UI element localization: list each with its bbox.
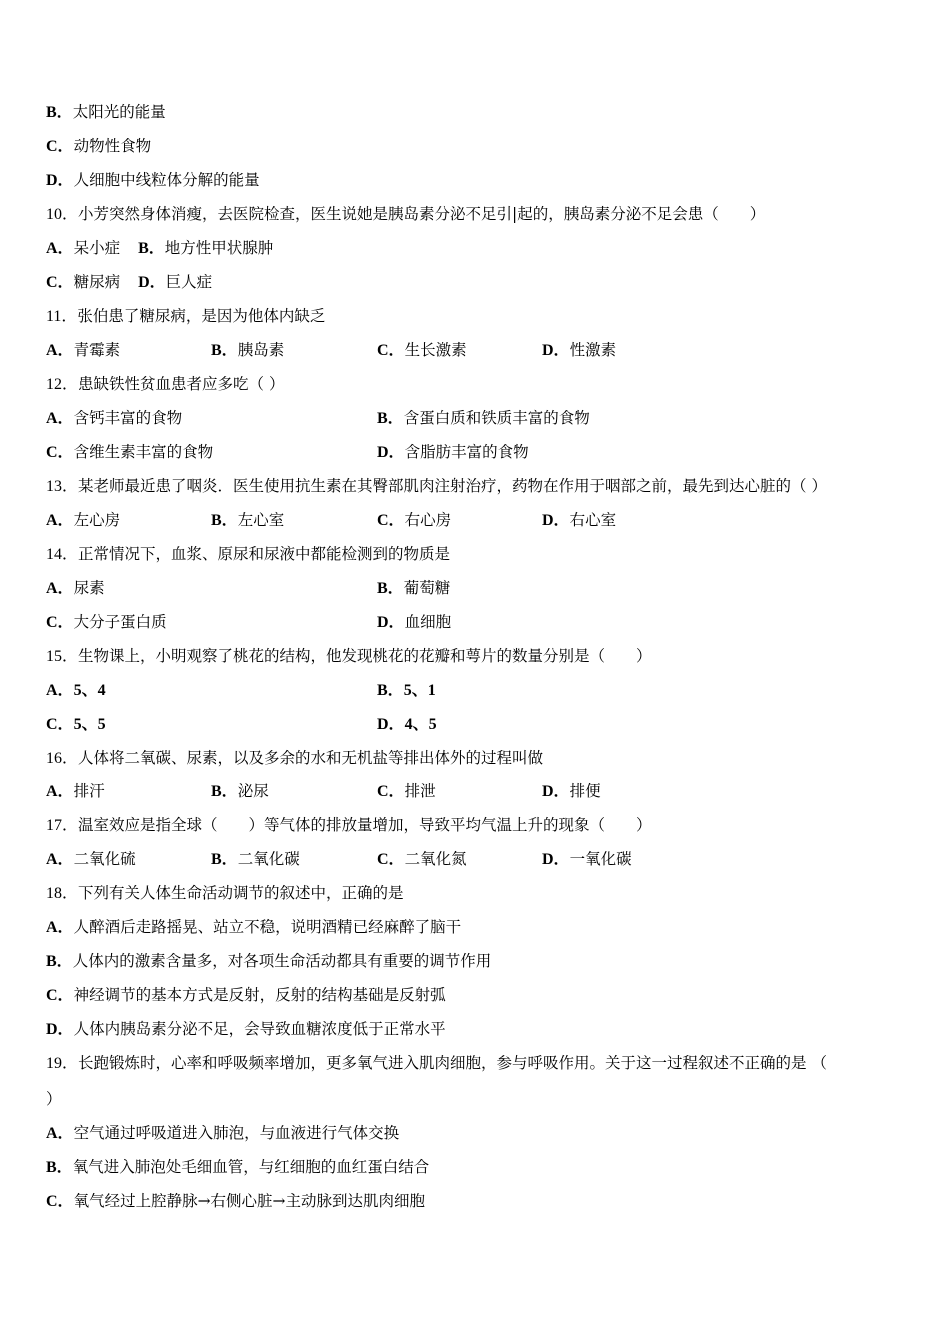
option-label: C． [377,342,405,359]
option-row [46,847,906,871]
option-text: 地方性甲状腺肿 [164,239,274,257]
question-stem [46,304,325,328]
question-number: 14． [46,546,79,563]
question-text: 小芳突然身体消瘦，去医院检查，医生说她是胰岛素分泌不足引|起的，胰岛素分泌不足会患（ ） [78,205,766,223]
question-text: 人体将二氧碳、尿素，以及多余的水和无机盐等排出体外的过程叫做 [78,749,544,767]
option-label: C． [46,1193,74,1210]
option-label: A． [46,342,74,359]
option-row [46,949,491,973]
option-label: C． [46,274,74,291]
option-text: 动物性食物 [73,137,152,155]
option-row [46,779,906,803]
question-number: 19． [46,1055,79,1072]
option-text: 右心室 [569,511,617,529]
question-stem [46,1051,827,1075]
option-text: 5、4 [73,682,106,699]
option-label: D． [542,342,570,359]
option-text: 人细胞中线粒体分解的能量 [73,171,260,189]
option-row [46,440,906,464]
option-text: 氧气经过上腔静脉→右侧心脏→主动脉到达肌肉细胞 [73,1192,426,1210]
option-label: B． [211,512,238,529]
option-text: 性激素 [569,341,617,359]
option-label: B． [377,580,404,597]
option-label: C． [46,716,74,733]
option-text: 人体内胰岛素分泌不足，会导致血糖浓度低于正常水平 [73,1020,446,1038]
question-text: 生物课上，小明观察了桃花的结构，他发现桃花的花瓣和萼片的数量分别是（ ） [78,647,652,665]
question-number: 18． [46,885,79,902]
question-number: 10． [46,206,79,223]
option-row [46,610,906,634]
question-text: 某老师最近患了咽炎．医生使用抗生素在其臀部肌肉注射治疗，药物在作用于咽部之前，最先到达心脏的（ ） [78,477,827,495]
option-text: 左心房 [73,511,121,529]
question-stem-continued [46,1087,62,1111]
option-text: 二氧化氮 [404,850,467,868]
option-text: 氧气进入肺泡处毛细血管，与红细胞的血红蛋白结合 [72,1158,430,1176]
question-text: 正常情况下，血浆、原尿和尿液中都能检测到的物质是 [78,545,451,563]
question-text: 温室效应是指全球（ ）等气体的排放量增加，导致平均气温上升的现象（ ） [78,816,652,834]
option-text: 含脂肪丰富的食物 [404,443,529,461]
option-row [46,1189,425,1213]
question-text: 下列有关人体生命活动调节的叙述中，正确的是 [78,884,404,902]
option-row [46,236,273,260]
question-number: 15． [46,648,79,665]
option-text: 巨人症 [165,273,213,291]
option-row [46,915,461,939]
option-text: 二氧化碳 [237,850,300,868]
option-row [46,712,906,736]
option-text: 排便 [569,782,601,800]
option-text: 胰岛素 [237,341,285,359]
question-text: 长跑锻炼时，心率和呼吸频率增加，更多氧气进入肌肉细胞，参与呼吸作用。关于这一过程叙述不正确的是 （ [78,1054,827,1072]
option-label: C． [377,512,405,529]
option-text: 人醉酒后走路摇晃、站立不稳，说明酒精已经麻醉了脑干 [73,918,462,936]
option-label: A． [46,1125,74,1142]
option-text: 4、5 [404,716,437,733]
option-text: 糖尿病 [73,273,121,291]
option-row [46,100,166,124]
option-row [46,338,906,362]
option-text: 人体内的激素含量多，对各项生命活动都具有重要的调节作用 [72,952,492,970]
option-row [46,678,906,702]
question-number: 17． [46,817,79,834]
option-text: 右心房 [404,511,452,529]
option-text: 空气通过呼吸道进入肺泡，与血液进行气体交换 [73,1124,400,1142]
option-label: A． [46,682,74,699]
option-label: D． [542,783,570,800]
question-stem [46,474,827,498]
option-text: 泌尿 [237,782,269,800]
option-text: 神经调节的基本方式是反射，反射的结构基础是反射弧 [73,986,446,1004]
option-text: 太阳光的能量 [72,103,166,121]
option-label: B． [46,104,73,121]
option-label: D． [542,851,570,868]
option-label: D． [377,716,405,733]
option-text: 排泄 [404,782,436,800]
option-label: A． [46,240,74,257]
question-number: 11． [46,308,78,325]
option-text: 血细胞 [404,613,452,631]
question-stem [46,372,284,396]
option-label: C． [377,851,405,868]
option-label: D． [542,512,570,529]
option-text: 生长激素 [404,341,467,359]
option-text: 呆小症 [73,239,121,257]
option-row [46,406,906,430]
option-label: B． [211,851,238,868]
option-row [46,134,151,158]
question-stem [46,746,543,770]
option-label: B． [211,342,238,359]
option-label: B． [46,1159,73,1176]
option-label: D． [46,1021,74,1038]
option-text: 二氧化硫 [73,850,136,868]
option-text: 5、1 [403,682,436,699]
option-label: B． [211,783,238,800]
option-text: 葡萄糖 [403,579,451,597]
option-label: A． [46,851,74,868]
option-text: 排汗 [73,782,105,800]
question-stem [46,202,765,226]
option-label: C． [46,987,74,1004]
option-label: C． [46,614,74,631]
question-text: ） [46,1090,62,1108]
option-row [46,270,212,294]
option-label: B． [377,682,404,699]
question-number: 16． [46,750,79,767]
option-row [46,508,906,532]
option-label: A． [46,783,74,800]
question-number: 12． [46,376,79,393]
option-label: B． [138,240,165,257]
option-label: B． [46,953,73,970]
option-row [46,168,260,192]
option-row [46,983,446,1007]
option-label: A． [46,919,74,936]
option-label: D． [377,614,405,631]
question-stem [46,813,652,837]
option-text: 含蛋白质和铁质丰富的食物 [403,409,590,427]
option-label: B． [377,410,404,427]
option-text: 尿素 [73,579,105,597]
option-label: C． [46,138,74,155]
option-label: D． [138,274,166,291]
option-label: C． [377,783,405,800]
option-text: 含维生素丰富的食物 [73,443,214,461]
option-row [46,1155,429,1179]
option-text: 青霉素 [73,341,121,359]
question-number: 13． [46,478,79,495]
question-text: 患缺铁性贫血患者应多吃（ ） [78,375,285,393]
question-stem [46,542,450,566]
option-text: 左心室 [237,511,285,529]
question-stem [46,881,404,905]
option-label: A． [46,580,74,597]
option-label: C． [46,444,74,461]
option-text: 大分子蛋白质 [73,613,167,631]
option-text: 5、5 [73,716,106,733]
option-label: A． [46,410,74,427]
option-row [46,1121,399,1145]
option-label: D． [46,172,74,189]
option-row [46,576,906,600]
option-row [46,1017,446,1041]
question-stem [46,644,652,668]
option-text: 含钙丰富的食物 [73,409,183,427]
option-label: A． [46,512,74,529]
option-text: 一氧化碳 [569,850,632,868]
option-label: D． [377,444,405,461]
question-text: 张伯患了糖尿病，是因为他体内缺乏 [77,307,326,325]
